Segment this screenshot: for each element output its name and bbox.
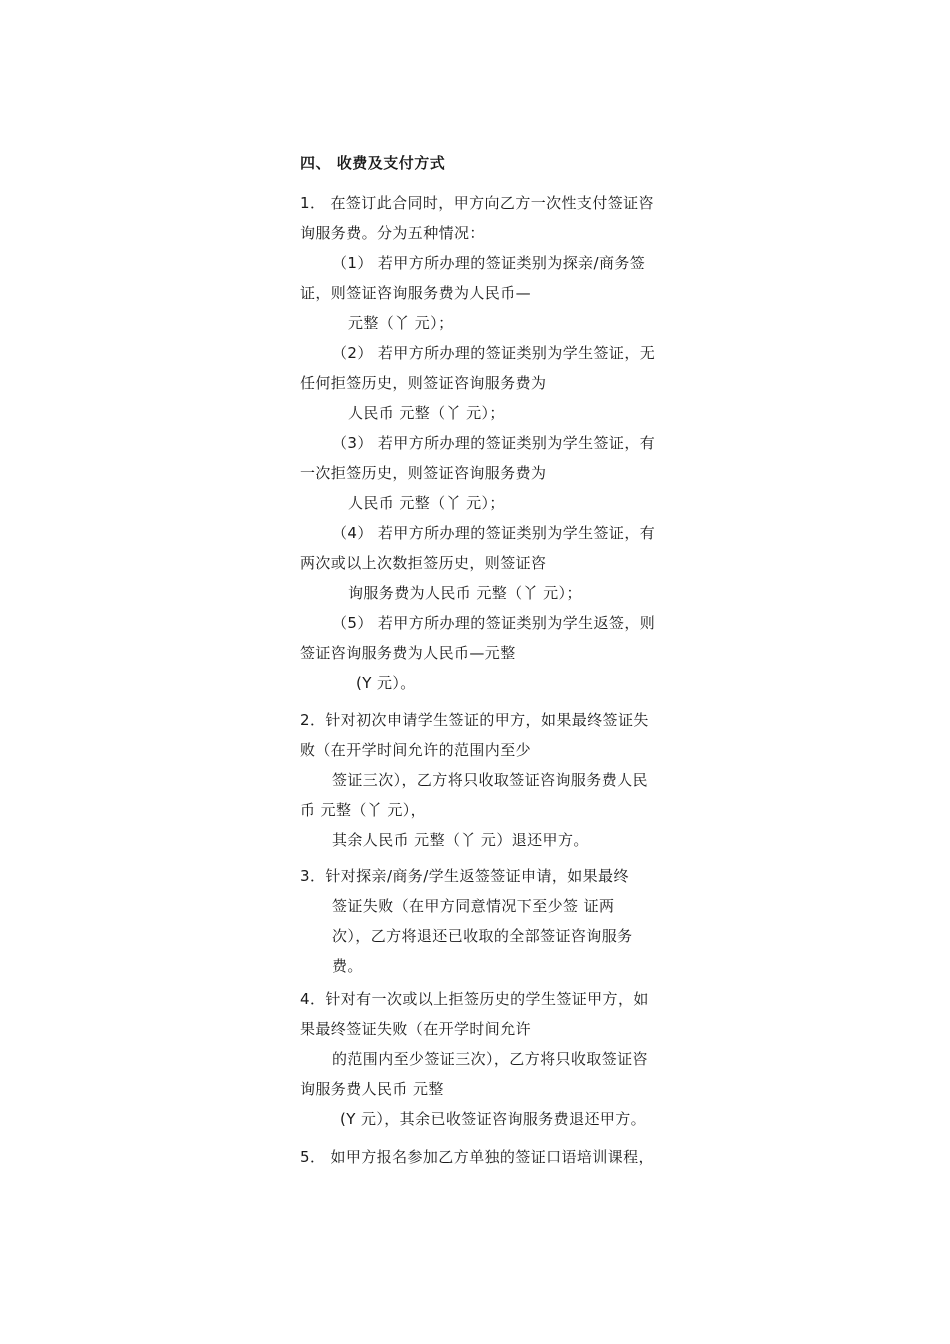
clause-4-line-3: 的范围内至少签证三次），乙方将只收取签证咨: [332, 1050, 648, 1068]
clause-2-line-4: 币 元整（丫 元），: [300, 801, 427, 819]
case-5-line-1: （5） 若甲方所办理的签证类别为学生返签，则: [332, 614, 656, 632]
clause-3-line-1: 3．针对探亲/商务/学生返签签证申请，如果最终: [300, 867, 629, 885]
section-title: 四、 收费及支付方式: [300, 154, 446, 172]
clause-2-line-5: 其余人民币 元整（丫 元）退还甲方。: [332, 831, 589, 849]
clause-4-line-5: (Y 元），其余已收签证咨询服务费退还甲方。: [340, 1110, 647, 1128]
case-3-line-1: （3） 若甲方所办理的签证类别为学生签证，有: [332, 434, 656, 452]
clause-2-line-3: 签证三次），乙方将只收取签证咨询服务费人民: [332, 771, 648, 789]
case-4-line-1: （4） 若甲方所办理的签证类别为学生签证，有: [332, 524, 656, 542]
case-3-line-2: 一次拒签历史，则签证咨询服务费为: [300, 464, 547, 482]
case-1-line-2: 证，则签证咨询服务费为人民币—: [300, 284, 532, 302]
case-5-line-2: 签证咨询服务费为人民币—元整: [300, 644, 516, 662]
case-1-line-1: （1） 若甲方所办理的签证类别为探亲/商务签: [332, 254, 646, 272]
case-4-line-3: 询服务费为人民币 元整（丫 元）；: [348, 584, 582, 602]
case-5-line-3: (Y 元）。: [356, 674, 416, 692]
clause-1-line-2: 询服务费。分为五种情况：: [300, 224, 485, 242]
clause-4-line-4: 询服务费人民币 元整: [300, 1080, 444, 1098]
clause-5-line-1: 5． 如甲方报名参加乙方单独的签证口语培训课程，: [300, 1148, 654, 1166]
clause-3-line-4: 费。: [332, 957, 363, 975]
case-1-line-3: 元整（丫 元）；: [348, 314, 454, 332]
clause-4-line-2: 果最终签证失败（在开学时间允许: [300, 1020, 532, 1038]
clause-2-line-1: 2．针对初次申请学生签证的甲方，如果最终签证失: [300, 711, 649, 729]
clause-1-line-1: 1． 在签订此合同时，甲方向乙方一次性支付签证咨: [300, 194, 654, 212]
clause-4-line-1: 4．针对有一次或以上拒签历史的学生签证甲方，如: [300, 990, 649, 1008]
case-4-line-2: 两次或以上次数拒签历史，则签证咨: [300, 554, 547, 572]
clause-3-line-3: 次），乙方将退还已收取的全部签证咨询服务: [332, 927, 633, 945]
case-2-line-3: 人民币 元整（丫 元）；: [348, 404, 505, 422]
case-2-line-1: （2） 若甲方所办理的签证类别为学生签证，无: [332, 344, 656, 362]
case-3-line-3: 人民币 元整（丫 元）；: [348, 494, 505, 512]
case-2-line-2: 任何拒签历史，则签证咨询服务费为: [300, 374, 547, 392]
clause-3-line-2: 签证失败（在甲方同意情况下至少签 证两: [332, 897, 615, 915]
clause-2-line-2: 败（在开学时间允许的范围内至少: [300, 741, 532, 759]
